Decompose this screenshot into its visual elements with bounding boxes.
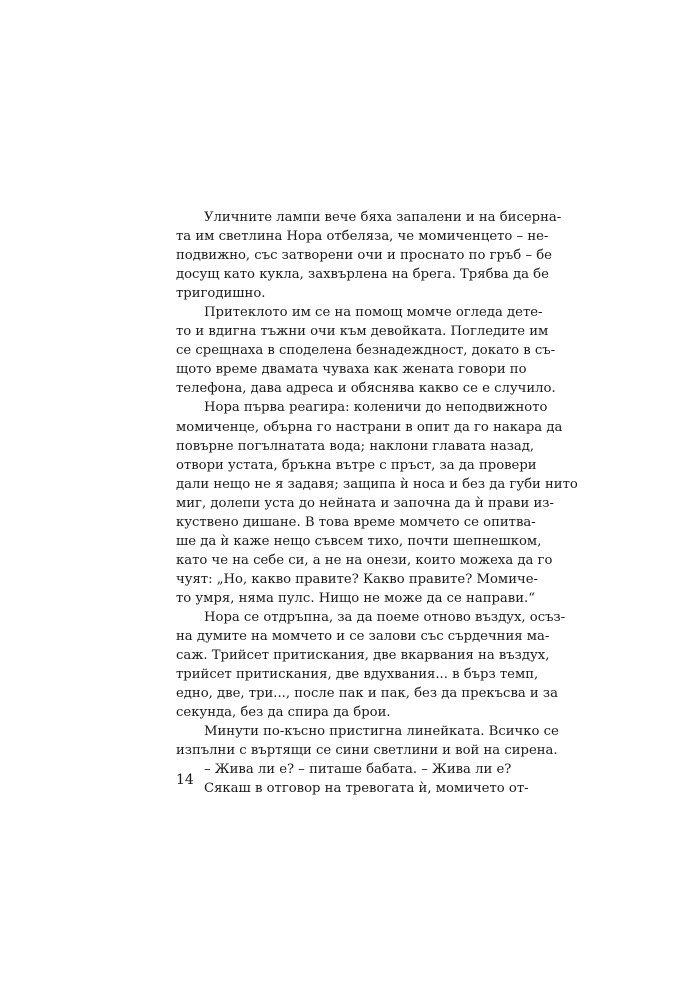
paragraph bbox=[176, 779, 529, 798]
text-line: Минути по-късно пристигна линейката. Всичко се bbox=[204, 724, 559, 740]
paragraph bbox=[176, 760, 525, 779]
text-line: на думите на момчето и се залови със сърдечния ма- bbox=[176, 629, 550, 645]
text-line: секунда, без да спира да брои. bbox=[176, 705, 391, 721]
text-line: момиченце, обърна го настрани в опит да го накара да bbox=[176, 419, 563, 435]
body-text bbox=[176, 208, 578, 798]
text-line: Уличните лампи вече бяха запалени и на бисерна- bbox=[204, 210, 562, 225]
text-line: Притеклото им се на помощ момче огледа дете- bbox=[204, 305, 543, 321]
text-line: – Жива ли е? – питаше бабата. – Жива ли е? bbox=[204, 762, 512, 778]
text-line: Нора се отдръпна, за да поеме отново въздух, осъз- bbox=[204, 609, 566, 625]
text-line: повърне погълнатата вода; наклони главата назад, bbox=[176, 438, 535, 454]
text-line: телефона, дава адреса и обяснява какво се е случило. bbox=[176, 381, 556, 397]
text-line: отвори устата, бръкна вътре с пръст, за да провери bbox=[176, 457, 537, 473]
text-line: щото време двамата чуваха как жената говори по bbox=[176, 362, 527, 378]
paragraph bbox=[176, 398, 578, 608]
text-line: то умря, няма пулс. Нищо не може да се направи.“ bbox=[176, 590, 535, 606]
text-line: досущ като кукла, захвърлена на брега. Трябва да бе bbox=[176, 267, 549, 283]
text-line: като че на себе си, а не на онези, които можеха да го bbox=[176, 552, 553, 568]
text-line: то и вдигна тъжни очи към девойката. Погледите им bbox=[176, 324, 549, 340]
text-line: едно, две, три..., после пак и пак, без да прекъсва и за bbox=[176, 686, 558, 702]
text-line: изпълни с въртящи се сини светлини и вой на сирена. bbox=[176, 743, 558, 759]
text-line: се срещнаха в споделена безнадеждност, докато в съ- bbox=[176, 343, 556, 359]
text-line: Нора първа реагира: коленичи до неподвижното bbox=[204, 400, 548, 416]
text-line: та им светлина Нора отбеляза, че момиченцето – не- bbox=[176, 229, 549, 245]
page-number: 14 bbox=[176, 772, 194, 788]
text-line: трийсет притискания, две вдухвания... в бърз темп, bbox=[176, 667, 539, 683]
text-line: саж. Трийсет притискания, две вкарвания на въздух, bbox=[176, 648, 550, 664]
text-line: тригодишно. bbox=[176, 286, 266, 302]
text-line: Сякаш в отговор на тревогата ѝ, момичето от- bbox=[204, 781, 529, 797]
paragraph bbox=[176, 722, 559, 760]
paragraph bbox=[176, 608, 566, 722]
text-line: куствено дишане. В това време момчето се опитва- bbox=[176, 514, 536, 530]
text-line: чуят: „Но, какво правите? Какво правите? Момиче- bbox=[176, 571, 538, 587]
text-line: дали нещо не я задавя; защипа ѝ носа и без да губи нито bbox=[176, 476, 578, 492]
text-line: миг, долепи уста до нейната и започна да ѝ прави из- bbox=[176, 495, 554, 511]
text-line: подвижно, със затворени очи и проснато по гръб – бе bbox=[176, 248, 552, 264]
paragraph bbox=[176, 208, 562, 303]
paragraph bbox=[176, 303, 556, 398]
text-line: ше да ѝ каже нещо съвсем тихо, почти шепнешком, bbox=[176, 533, 542, 549]
